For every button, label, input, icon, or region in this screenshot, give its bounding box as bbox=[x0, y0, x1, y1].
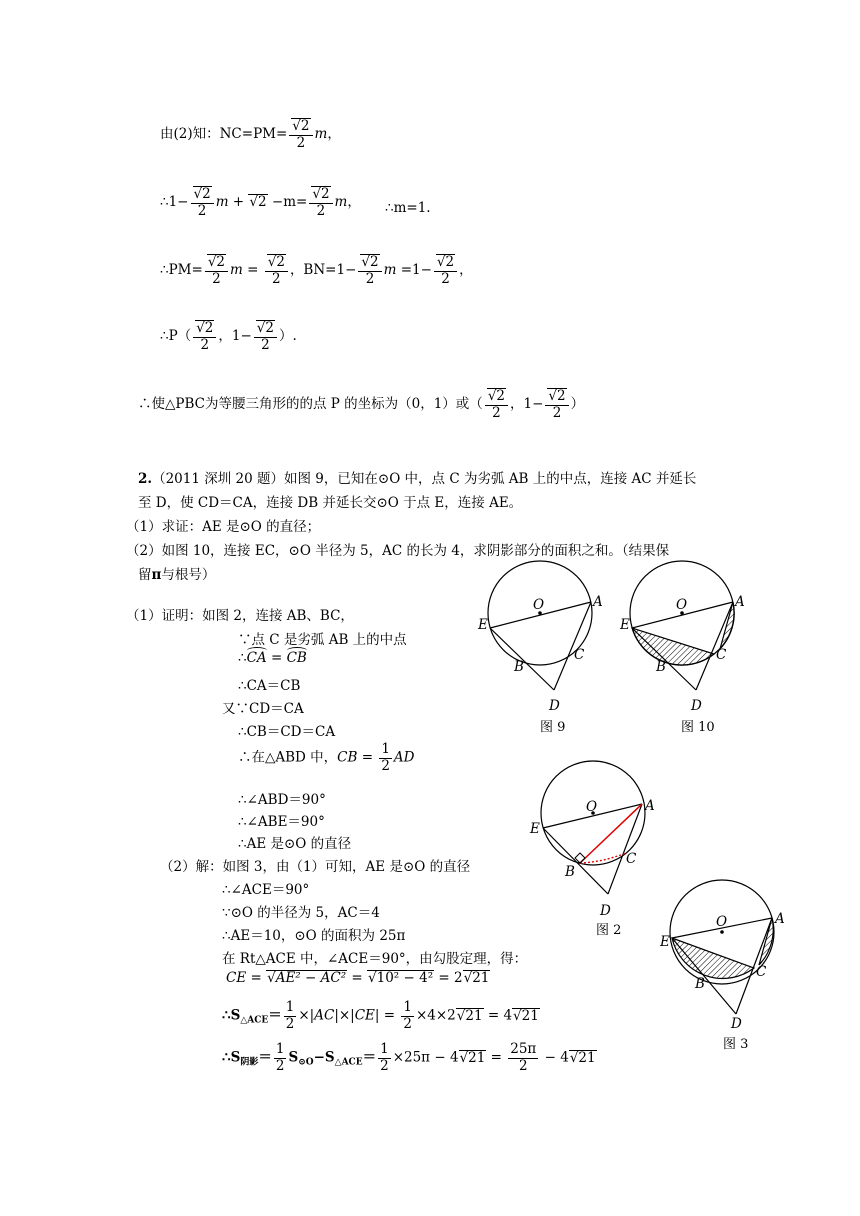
caption-fig-2: 图 2 bbox=[596, 923, 622, 938]
solution-line-6 bbox=[226, 970, 490, 986]
solution-line-7 bbox=[222, 1000, 540, 1032]
text: CB bbox=[286, 650, 307, 666]
fraction bbox=[358, 254, 381, 287]
sqrt: √ 2 bbox=[267, 254, 286, 270]
text: CA bbox=[246, 650, 267, 666]
label-O: O bbox=[716, 914, 728, 930]
fraction bbox=[289, 118, 312, 151]
fraction bbox=[401, 1000, 414, 1032]
label-C: C bbox=[716, 647, 727, 663]
proof-line-9: ∴∠ABE＝90° bbox=[238, 814, 325, 830]
text: = bbox=[357, 749, 378, 766]
text: S bbox=[288, 1049, 299, 1066]
text: ∴1− bbox=[160, 194, 189, 211]
label-D: D bbox=[600, 903, 611, 919]
text: = bbox=[486, 1049, 507, 1066]
proof-line-6: ∴CB＝CD＝CA bbox=[238, 724, 336, 740]
text: ） bbox=[570, 396, 585, 413]
var: AD bbox=[393, 749, 415, 766]
label-A: A bbox=[735, 594, 745, 610]
sqrt: √ 2 bbox=[487, 388, 506, 404]
var: m bbox=[215, 194, 229, 211]
label-D: D bbox=[549, 698, 560, 714]
solution-line-2: ∴∠ACE＝90° bbox=[222, 882, 310, 898]
fraction bbox=[205, 254, 228, 287]
sqrt: √ 10² − 4² bbox=[367, 970, 434, 986]
text: ，BN=1− bbox=[289, 262, 357, 279]
sqrt: √ 2 bbox=[195, 320, 214, 336]
fraction bbox=[274, 1042, 287, 1074]
text: ＝ bbox=[258, 1049, 272, 1066]
text: ∴ bbox=[238, 650, 247, 666]
fraction bbox=[284, 1000, 297, 1032]
text: ＝ bbox=[268, 1007, 282, 1024]
label-E: E bbox=[478, 617, 488, 633]
text: 留 bbox=[138, 567, 152, 583]
text: =1− bbox=[396, 262, 432, 279]
denominator: 2 bbox=[197, 202, 207, 219]
figure-9 bbox=[470, 560, 600, 720]
figure-10 bbox=[612, 560, 742, 720]
caption-fig-3: 图 3 bbox=[723, 1037, 749, 1052]
numerator: 1 bbox=[380, 1041, 389, 1057]
text: ∴在△ABD 中， bbox=[238, 749, 338, 766]
label-A: A bbox=[593, 594, 603, 610]
text: ， bbox=[327, 126, 341, 143]
fraction bbox=[193, 320, 216, 353]
caption-fig-9: 图 9 bbox=[540, 720, 566, 735]
text: ∴PM= bbox=[160, 262, 203, 279]
text: ， bbox=[459, 262, 473, 279]
text: = bbox=[266, 650, 287, 666]
sqrt: √ 2 bbox=[436, 254, 455, 270]
segment-ad bbox=[554, 602, 591, 690]
label-D: D bbox=[731, 1016, 742, 1032]
label-C: C bbox=[626, 851, 637, 867]
var: m bbox=[230, 262, 243, 279]
text: 由(2)知：NC=PM= bbox=[160, 126, 288, 143]
text: ∴P（ bbox=[160, 328, 192, 345]
text: ）. bbox=[279, 328, 297, 345]
text: = bbox=[347, 970, 368, 986]
sqrt: √ 2 bbox=[547, 388, 566, 404]
numerator: 1 bbox=[285, 999, 295, 1015]
line-pm-bn bbox=[160, 254, 473, 287]
denominator: 2 bbox=[212, 270, 221, 287]
line-nc-pm bbox=[160, 118, 341, 151]
label-B: B bbox=[695, 976, 705, 992]
denominator: 2 bbox=[296, 134, 306, 151]
subscript: △ACE bbox=[240, 1015, 269, 1026]
sqrt: √ AE² − AC² bbox=[266, 970, 347, 986]
solution-line-8 bbox=[222, 1042, 597, 1074]
proof-line-7 bbox=[238, 742, 415, 774]
label-E: E bbox=[530, 821, 540, 837]
sqrt: √ 2 bbox=[360, 254, 379, 270]
label-A: A bbox=[775, 911, 785, 927]
proof-line-10: ∴AE 是⊙O 的直径 bbox=[238, 836, 352, 852]
var: CB bbox=[337, 749, 358, 766]
arc-ca bbox=[247, 650, 267, 666]
fraction bbox=[379, 742, 392, 774]
fraction bbox=[485, 388, 508, 421]
denominator: 2 bbox=[261, 336, 270, 353]
proof-line-8: ∴∠ABD＝90° bbox=[238, 792, 326, 808]
figure-2 bbox=[528, 758, 658, 918]
caption-fig-10: 图 10 bbox=[681, 720, 715, 735]
numerator: 1 bbox=[381, 741, 390, 757]
denominator: 2 bbox=[403, 1015, 412, 1032]
problem-line-2: 至 D，使 CD＝CA，连接 DB 并延长交⊙O 于点 E，连接 AE。 bbox=[138, 495, 523, 511]
denominator: 2 bbox=[200, 336, 210, 353]
point-o bbox=[720, 930, 724, 934]
denominator: 2 bbox=[381, 757, 390, 774]
denominator: 2 bbox=[380, 1057, 389, 1074]
line-conclusion bbox=[138, 388, 584, 421]
fraction bbox=[545, 388, 568, 421]
proof-line-3 bbox=[238, 650, 307, 666]
label-O: O bbox=[533, 597, 545, 613]
text: ∴S bbox=[222, 1049, 241, 1066]
sqrt: √ 21 bbox=[463, 970, 491, 986]
problem-number: 2. bbox=[138, 471, 153, 487]
numerator: 25π bbox=[510, 1041, 537, 1057]
shaded-segment-ac bbox=[720, 602, 734, 649]
sqrt: √ 2 bbox=[291, 118, 310, 134]
problem-line-1 bbox=[138, 467, 696, 487]
sqrt: √ 21 bbox=[456, 1008, 484, 1024]
label-B: B bbox=[565, 864, 575, 880]
question-2b bbox=[138, 563, 215, 583]
proof-line-4: ∴CA＝CB bbox=[238, 678, 301, 694]
label-E: E bbox=[620, 617, 630, 633]
text: −m= bbox=[267, 194, 308, 211]
subscript: 阴影 bbox=[240, 1057, 259, 1068]
text: （2011 深圳 20 题）如图 9，已知在⊙O 中，点 C 为劣弧 AB 上的中点，连接 AC 并延长 bbox=[152, 471, 697, 487]
text: ，1− bbox=[218, 328, 252, 345]
question-1: （1）求证：AE 是⊙O 的直径； bbox=[126, 519, 321, 535]
subscript: △ACE bbox=[334, 1057, 363, 1068]
var: m bbox=[383, 262, 397, 279]
shaded-segment-ac bbox=[759, 918, 773, 965]
label-B: B bbox=[514, 659, 524, 675]
line-equation-m bbox=[160, 186, 361, 219]
var: m bbox=[334, 194, 348, 211]
denominator: 2 bbox=[365, 270, 375, 287]
numerator: 1 bbox=[275, 1041, 285, 1057]
subscript: ⊙O bbox=[298, 1057, 314, 1068]
denominator: 2 bbox=[552, 404, 562, 421]
proof-line-5: 又∵CD＝CA bbox=[222, 701, 304, 717]
var: CE bbox=[226, 970, 247, 986]
denominator: 2 bbox=[316, 202, 326, 219]
segment-ad bbox=[696, 602, 733, 690]
fraction bbox=[434, 254, 457, 287]
label-O: O bbox=[586, 799, 598, 815]
denominator: 2 bbox=[272, 270, 281, 287]
line-p-coord bbox=[160, 320, 297, 353]
fraction bbox=[378, 1042, 391, 1074]
arc-cb bbox=[287, 650, 307, 666]
text: + bbox=[228, 194, 249, 211]
label-C: C bbox=[756, 964, 767, 980]
text: ×|AC|×|CE| = bbox=[298, 1007, 400, 1024]
solution-line-5: 在 Rt△ACE 中，∠ACE＝90°，由勾股定理，得： bbox=[222, 951, 528, 967]
sqrt: √ 2 bbox=[207, 254, 226, 270]
shaded-segment-ec bbox=[672, 938, 754, 978]
text: ×4×2 bbox=[415, 1007, 456, 1024]
segment-ed bbox=[543, 828, 608, 894]
pi: π bbox=[151, 567, 162, 583]
line-m-result: ∴m=1. bbox=[385, 200, 431, 216]
text: = 2 bbox=[434, 970, 463, 986]
sqrt: √ 2 bbox=[256, 320, 275, 336]
text: 与根号） bbox=[161, 567, 216, 583]
denominator: 2 bbox=[285, 1015, 295, 1032]
label-O: O bbox=[676, 597, 688, 613]
proof-line-2: ∵点 C 是劣弧 AB 上的中点 bbox=[238, 632, 407, 648]
segment-ad bbox=[608, 804, 642, 894]
text: = 4 bbox=[483, 1007, 513, 1024]
question-2a: （2）如图 10，连接 EC，⊙O 半径为 5，AC 的长为 4，求阴影部分的面积之和。（结果保 bbox=[126, 543, 670, 559]
text: ∴S bbox=[222, 1007, 241, 1024]
denominator: 2 bbox=[275, 1057, 285, 1074]
text: ×25π − 4 bbox=[392, 1049, 459, 1066]
sqrt: √ 2 bbox=[193, 186, 212, 202]
label-A: A bbox=[645, 798, 655, 814]
figure-3 bbox=[658, 878, 788, 1038]
shaded-segment-ec bbox=[632, 628, 714, 665]
text: −S bbox=[313, 1049, 335, 1066]
solution-line-4: ∴AE＝10，⊙O 的面积为 25π bbox=[222, 928, 406, 944]
solution-line-3: ∵⊙O 的半径为 5，AC＝4 bbox=[222, 905, 380, 921]
text: ＝ bbox=[362, 1049, 377, 1066]
text: = bbox=[242, 262, 263, 279]
sqrt: √ 2 bbox=[248, 194, 267, 210]
text: = bbox=[246, 970, 267, 986]
fraction bbox=[254, 320, 277, 353]
denominator: 2 bbox=[492, 404, 501, 421]
text: − 4 bbox=[540, 1049, 569, 1066]
text: ，1− bbox=[510, 396, 544, 413]
sqrt: √ 21 bbox=[459, 1050, 487, 1066]
sqrt: √ 2 bbox=[311, 186, 330, 202]
solution-line-1: （2）解：如图 3，由（1）可知，AE 是⊙O 的直径 bbox=[160, 859, 471, 875]
label-C: C bbox=[574, 647, 585, 663]
label-D: D bbox=[691, 698, 702, 714]
numerator: 1 bbox=[403, 999, 412, 1015]
fraction bbox=[508, 1042, 538, 1074]
label-E: E bbox=[660, 934, 670, 950]
text: ∴使△PBC为等腰三角形的的点 P 的坐标为（0，1）或（ bbox=[138, 396, 483, 413]
var: m bbox=[314, 126, 328, 143]
denominator: 2 bbox=[441, 270, 450, 287]
denominator: 2 bbox=[518, 1057, 528, 1074]
proof-line-1: （1）证明：如图 2，连接 AB、BC， bbox=[126, 608, 354, 624]
fraction bbox=[191, 186, 214, 219]
sqrt: √ 21 bbox=[512, 1008, 540, 1024]
sqrt: √ 21 bbox=[569, 1050, 597, 1066]
fraction bbox=[309, 186, 332, 219]
label-B: B bbox=[656, 659, 666, 675]
text: ， bbox=[347, 194, 361, 211]
fraction bbox=[265, 254, 288, 287]
